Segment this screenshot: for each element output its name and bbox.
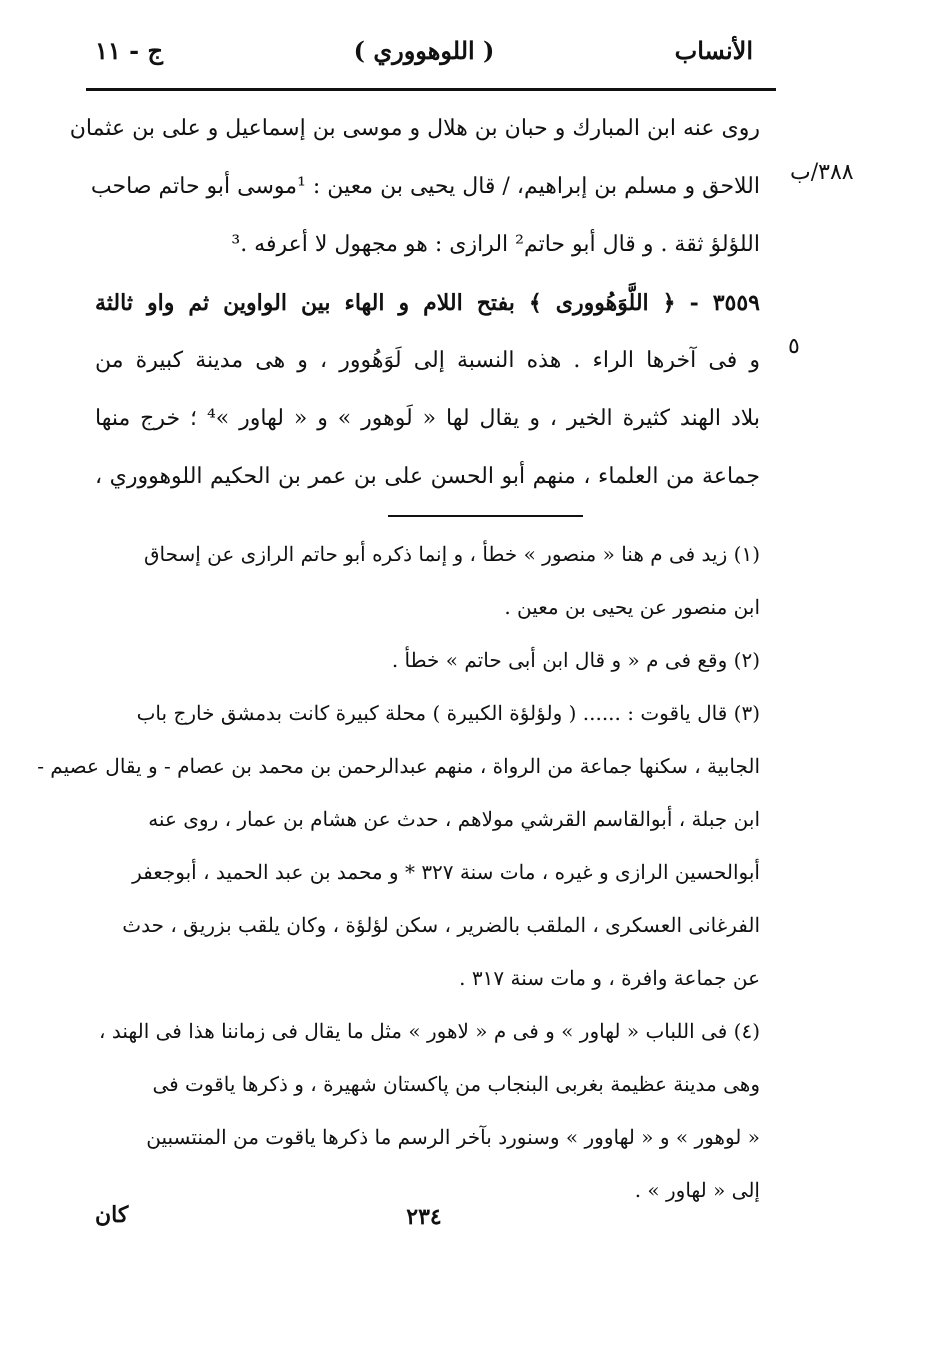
main-text — [69, 100, 761, 506]
footnote-line: الجابية ، سكنها جماعة من الرواة ، منهم عبدالرحمن بن محمد بن عصام - و يقال عصيم - — [37, 754, 760, 778]
footnote-line: إلى « لهاور » . — [634, 1178, 760, 1202]
volume-number: ج - ١١ — [95, 36, 163, 65]
folio-marker: ٣٨٨/ب — [790, 160, 854, 185]
footnote-line: (٣) قال ياقوت : ...... ( ولؤلؤة الكبيرة ) محلة كبيرة كانت بدمشق خارج باب — [136, 701, 760, 725]
line-number-marker: ٥ — [788, 334, 800, 359]
footnote-line: (١) زيد فى م هنا « منصور » خطأ ، و إنما ذكره أبو حاتم الرازى عن إسحاق — [143, 542, 760, 566]
book-title: الأنساب — [674, 36, 753, 65]
footnote-line: ابن منصور عن يحيى بن معين . — [504, 595, 760, 619]
footnote-line: الفرغانى العسكرى ، الملقب بالضرير ، سكن لؤلؤة ، وكان يلقب بزريق ، حدث — [122, 913, 760, 937]
body-line: اللاحق و مسلم بن إبراهيم، / قال يحيى بن معين : ¹موسى أبو حاتم صاحب — [90, 174, 760, 199]
footnote-line: أبوالحسين الرازى و غيره ، مات سنة ٣٢٧ * و محمد بن عبد الحميد ، أبوجعفر — [132, 860, 760, 884]
footnote-separator — [388, 515, 583, 517]
footnote-line: وهى مدينة عظيمة بغربى البنجاب من پاكستان شهيرة ، و ذكرها ياقوت فى — [152, 1072, 760, 1096]
footnote-line: (٢) وقع فى م « و قال ابن أبى حاتم » خطأ . — [391, 648, 760, 672]
page-number: ٢٣٤ — [406, 1204, 442, 1230]
catchword: كان — [95, 1202, 129, 1228]
body-paragraph — [69, 100, 761, 506]
footnote-line: « لوهور » و « لهاوور » وسنورد بآخر الرسم ما ذكرها ياقوت من المنتسبين — [146, 1125, 760, 1149]
page-footer — [95, 1196, 753, 1236]
body-line: روى عنه ابن المبارك و حبان بن هلال و موسى بن إسماعيل و على بن عثمان — [69, 116, 760, 141]
entry-heading-line: ٣٥٥٩ - ﴿ اللَّوَهُوورى ﴾ بفتح اللام و الهاء بين الواوين ثم واو ثالثة — [95, 290, 760, 316]
body-line: جماعة من العلماء ، منهم أبو الحسن على بن عمر بن الحكيم اللوهووري ، — [95, 464, 760, 489]
entry-title: ( اللوهووري ) — [353, 36, 495, 65]
footnotes — [37, 528, 760, 1217]
body-line: و فى آخرها الراء . هذه النسبة إلى لَوَهُوور ، و هى مدينة كبيرة من — [95, 348, 760, 373]
footnote-line: عن جماعة وافرة ، و مات سنة ٣١٧ . — [459, 966, 760, 990]
header-rule — [86, 88, 776, 91]
running-header — [95, 32, 753, 76]
footnote-line: (٤) فى اللباب « لهاور » و فى م « لاهور » مثل ما يقال فى زماننا هذا فى الهند ، — [99, 1019, 760, 1043]
body-line: اللؤلؤ ثقة . و قال أبو حاتم² الرازى : هو مجهول لا أعرفه .³ — [231, 232, 760, 257]
body-line: بلاد الهند كثيرة الخير ، و يقال لها « لَوهور » و « لهاور »⁴ ؛ خرج منها — [95, 406, 761, 431]
footnote-line: ابن جبلة ، أبوالقاسم القرشي مولاهم ، حدث عن هشام بن عمار ، روى عنه — [148, 807, 760, 831]
